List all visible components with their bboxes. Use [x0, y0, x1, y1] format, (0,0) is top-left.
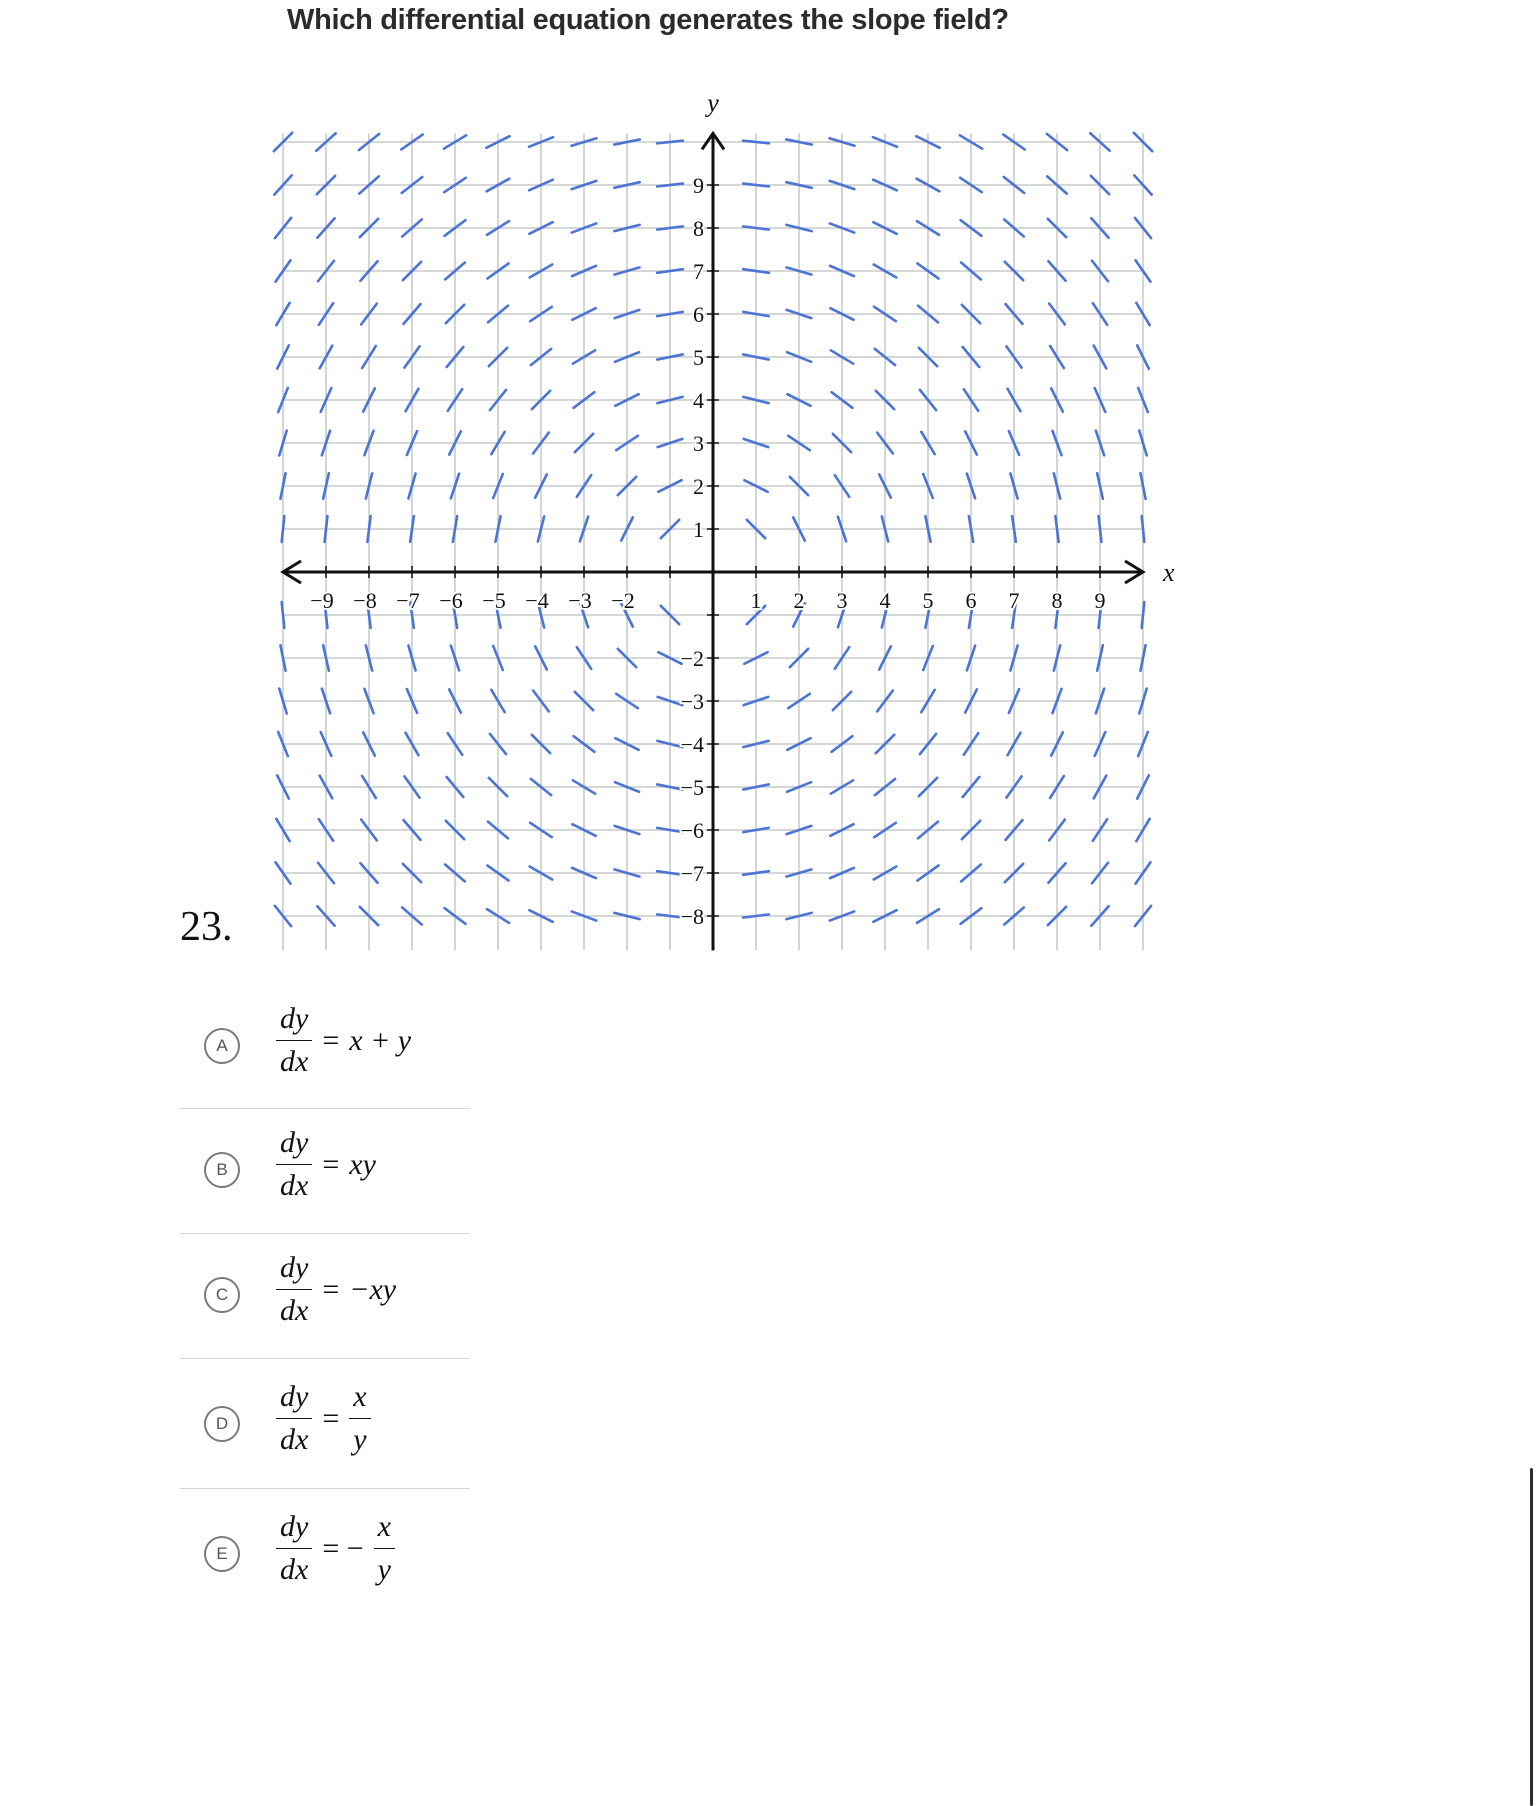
- slope-segment: [657, 226, 683, 229]
- x-tick-label: −2: [611, 588, 635, 613]
- choice-a[interactable]: [180, 984, 470, 1108]
- slope-segment: [657, 871, 683, 875]
- choice-b-lhs-den: dx: [280, 1169, 309, 1202]
- y-tick-label: −6: [680, 818, 704, 843]
- y-axis-title: y: [707, 88, 719, 118]
- question-prompt: Which differential equation generates the slope field?: [287, 4, 1009, 36]
- slope-segment: [1142, 516, 1145, 542]
- slope-segment: [1142, 602, 1145, 628]
- slope-segment: [743, 184, 769, 187]
- choice-e-rhs-num: x: [374, 1512, 395, 1549]
- choice-c-rhs: −xy: [349, 1272, 397, 1306]
- slope-segment: [325, 516, 328, 542]
- x-tick-label: 9: [1094, 588, 1106, 613]
- y-tick-label: 8: [693, 216, 704, 241]
- choice-d-equals: =: [322, 1401, 340, 1435]
- choice-b-badge[interactable]: B: [204, 1152, 240, 1188]
- slope-segment: [657, 269, 683, 273]
- choice-b-rhs: xy: [349, 1147, 376, 1181]
- slope-segment: [657, 914, 683, 917]
- choice-b-lhs: [276, 1128, 312, 1201]
- slope-segment: [657, 141, 683, 144]
- slope-segment: [743, 269, 769, 273]
- x-tick-label: 7: [1008, 588, 1020, 613]
- choice-a-equals: =: [322, 1023, 340, 1057]
- y-tick-label: 2: [693, 474, 704, 499]
- choice-e-equation: [276, 1512, 395, 1585]
- slope-segment: [743, 141, 769, 144]
- y-tick-label: −3: [680, 689, 704, 714]
- choice-d-lhs-den: dx: [280, 1423, 309, 1456]
- choice-c-lhs-den: dx: [280, 1294, 309, 1327]
- x-tick-label: 8: [1051, 588, 1063, 613]
- slope-segment: [282, 602, 285, 628]
- slope-segment: [743, 226, 769, 229]
- choice-b-equals: =: [322, 1147, 340, 1181]
- x-tick-label: 1: [750, 588, 762, 613]
- x-tick-label: −7: [396, 588, 420, 613]
- y-tick-label: 9: [693, 173, 704, 198]
- choice-d-equation: [276, 1382, 371, 1455]
- choice-c-lhs: [276, 1253, 312, 1326]
- choice-e-rhs: [374, 1512, 395, 1585]
- choice-a-badge[interactable]: A: [204, 1028, 240, 1064]
- slope-segment: [743, 914, 769, 917]
- x-tick-label: −9: [310, 588, 334, 613]
- x-tick-label: −5: [482, 588, 506, 613]
- choice-e-lhs-den: dx: [280, 1553, 309, 1586]
- y-tick-label: 4: [693, 388, 704, 413]
- x-tick-label: 6: [965, 588, 977, 613]
- slope-segment: [1055, 516, 1058, 542]
- y-tick-label: −7: [680, 861, 704, 886]
- x-tick-label: −3: [568, 588, 592, 613]
- choice-e-lhs-num: dy: [276, 1512, 312, 1549]
- choice-c[interactable]: [180, 1234, 470, 1358]
- choice-e-rhs-den: y: [377, 1553, 391, 1586]
- x-tick-label: −4: [525, 588, 549, 613]
- slope-segment: [1099, 516, 1102, 542]
- slope-segment: [367, 516, 370, 542]
- choice-e-badge[interactable]: E: [204, 1536, 240, 1572]
- choice-a-lhs-num: dy: [276, 1004, 312, 1041]
- choice-b[interactable]: [180, 1109, 470, 1233]
- x-tick-label: −6: [439, 588, 463, 613]
- x-tick-label: 5: [922, 588, 934, 613]
- x-tick-label: 3: [836, 588, 848, 613]
- choice-a-lhs: [276, 1004, 312, 1077]
- y-tick-label: −8: [680, 904, 704, 929]
- choice-c-equals: =: [322, 1272, 340, 1306]
- slope-field-chart: [280, 88, 1175, 952]
- x-tick-label: 2: [793, 588, 805, 613]
- choice-d-rhs-num: x: [349, 1382, 370, 1419]
- slope-segment: [1012, 516, 1016, 542]
- x-tick-label: −8: [353, 588, 377, 613]
- choice-c-lhs-num: dy: [276, 1253, 312, 1290]
- y-tick-label: 1: [693, 517, 704, 542]
- choice-a-lhs-den: dx: [280, 1045, 309, 1078]
- choice-d-lhs-num: dy: [276, 1382, 312, 1419]
- slope-segment: [743, 871, 769, 875]
- slope-segment: [282, 516, 285, 542]
- choice-a-equation: [276, 1004, 411, 1077]
- y-tick-label: 3: [693, 431, 704, 456]
- page-scrollbar[interactable]: [1530, 1468, 1533, 1806]
- y-tick-label: 7: [693, 259, 704, 284]
- choice-c-badge[interactable]: C: [204, 1277, 240, 1313]
- choice-c-equation: [276, 1253, 396, 1326]
- y-tick-label: −2: [680, 646, 704, 671]
- question-number: 23.: [180, 904, 233, 950]
- choice-d-rhs: [349, 1382, 370, 1455]
- choice-d-badge[interactable]: D: [204, 1406, 240, 1442]
- slope-segment: [410, 516, 414, 542]
- x-tick-label: 4: [879, 588, 891, 613]
- y-tick-label: 5: [693, 345, 704, 370]
- x-axis-title: x: [1163, 558, 1175, 587]
- slope-segment: [657, 184, 683, 187]
- y-tick-label: 6: [693, 302, 704, 327]
- choice-e-lhs: [276, 1512, 312, 1585]
- y-tick-label: −4: [680, 732, 704, 757]
- choice-d-rhs-den: y: [353, 1423, 367, 1456]
- choice-b-lhs-num: dy: [276, 1128, 312, 1165]
- choice-e[interactable]: [180, 1489, 470, 1613]
- choice-a-rhs: x + y: [349, 1023, 412, 1057]
- choice-d[interactable]: [180, 1359, 470, 1483]
- choice-e-equals: = −: [322, 1531, 364, 1565]
- y-tick-label: −5: [680, 775, 704, 800]
- choice-d-lhs: [276, 1382, 312, 1455]
- choice-b-equation: [276, 1128, 376, 1201]
